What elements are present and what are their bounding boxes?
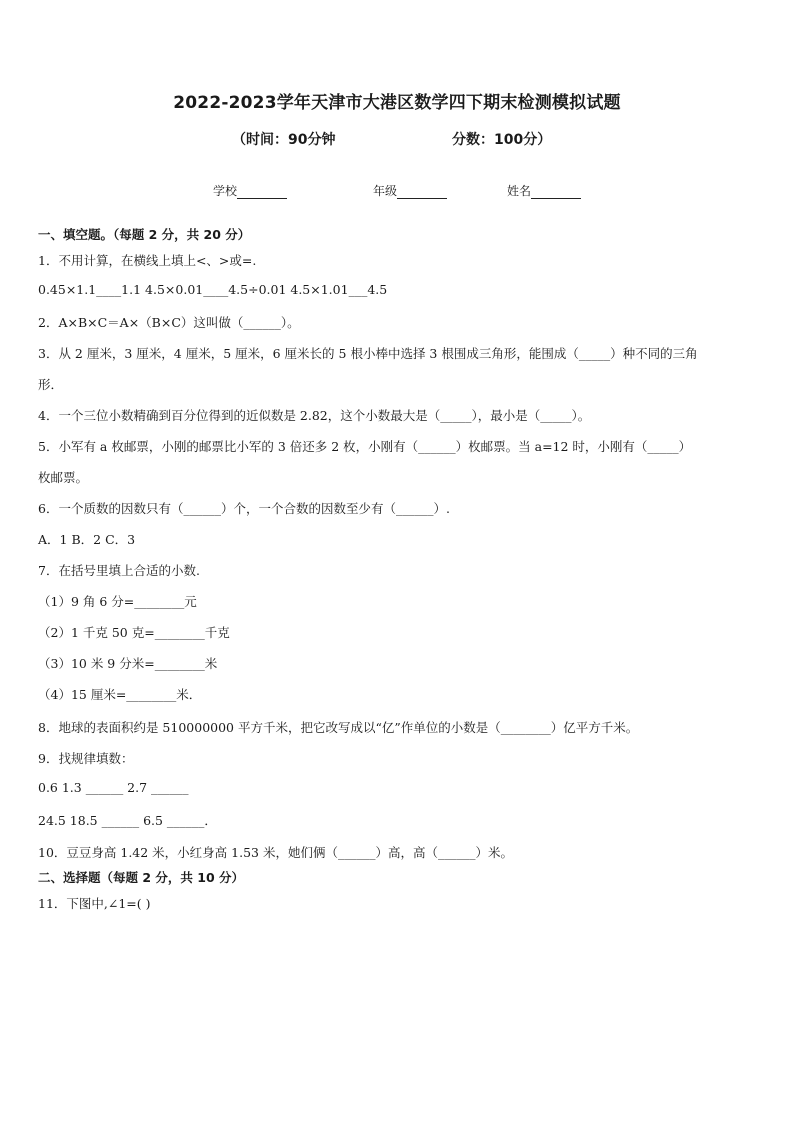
question-line: 3．从 2 厘米，3 厘米，4 厘米，5 厘米，6 厘米长的 5 根小棒中选择 3 根围成三角形，能围成（_____）种不同的三角 xyxy=(38,346,698,361)
exam-title: 2022-2023学年天津市大港区数学四下期末检测模拟试题 xyxy=(173,93,621,113)
question-line: 5．小军有 a 枚邮票，小刚的邮票比小军的 3 倍还多 2 枚，小刚有（______）枚邮票。当 a=12 时，小刚有（_____） xyxy=(38,439,692,454)
question-line: 0.45×1.1____1.1 4.5×0.01____4.5÷0.01 4.5×1.01___4.5 xyxy=(38,282,388,297)
question-line: 6．一个质数的因数只有（______）个，一个合数的因数至少有（______）. xyxy=(38,501,450,516)
question-line: （4）15 厘米=________米． xyxy=(38,687,202,702)
question-line: （2）1 千克 50 克=________千克 xyxy=(38,625,230,640)
question-line: 1．不用计算，在横线上填上<、>或=. xyxy=(38,253,257,268)
question-line: 4．一个三位小数精确到百分位得到的近似数是 2.82，这个小数最大是（_____），最小是（_____）。 xyxy=(38,408,591,423)
grade-field xyxy=(373,182,447,199)
grade-blank[interactable] xyxy=(397,185,447,199)
question-line: （1）9 角 6 分=________元 xyxy=(38,594,197,609)
question-line: 24.5 18.5 ______ 6.5 ______． xyxy=(38,813,217,828)
question-line: 8．地球的表面积约是 510000000 平方千米，把它改写成以“亿”作单位的小数是（________）亿平方千米。 xyxy=(38,720,639,735)
grade-label: 年级 xyxy=(373,184,398,198)
question-line: 0.6 1.3 ______ 2.7 ______ xyxy=(38,780,189,795)
question-line: 10．豆豆身高 1.42 米，小红身高 1.53 米，她们俩（______）高，高（______）米。 xyxy=(38,845,513,860)
name-blank[interactable] xyxy=(531,185,581,199)
question-line: 7．在括号里填上合适的小数. xyxy=(38,563,200,578)
question-line: 2．A×B×C＝A×（B×C）这叫做（______）。 xyxy=(38,315,300,330)
exam-score: 分数：100分） xyxy=(452,132,552,148)
name-label: 姓名 xyxy=(507,184,532,198)
name-field xyxy=(507,182,581,199)
section1-heading: 一、填空题。（每题 2 分，共 20 分） xyxy=(38,227,251,242)
school-blank[interactable] xyxy=(237,185,287,199)
question-line: 枚邮票。 xyxy=(38,470,89,485)
school-label: 学校 xyxy=(213,184,238,198)
question-line: （3）10 米 9 分米=________米 xyxy=(38,656,218,671)
school-field xyxy=(213,182,287,199)
question-line: A．1 B．2 C．3 xyxy=(38,532,136,547)
exam-time: （时间：90分钟 xyxy=(232,132,336,148)
question-line: 9．找规律填数： xyxy=(38,751,134,766)
question-line: 形． xyxy=(38,377,64,392)
question-line: 11．下图中,∠1=( ) xyxy=(38,896,151,911)
section2-heading: 二、选择题（每题 2 分，共 10 分） xyxy=(38,870,245,885)
